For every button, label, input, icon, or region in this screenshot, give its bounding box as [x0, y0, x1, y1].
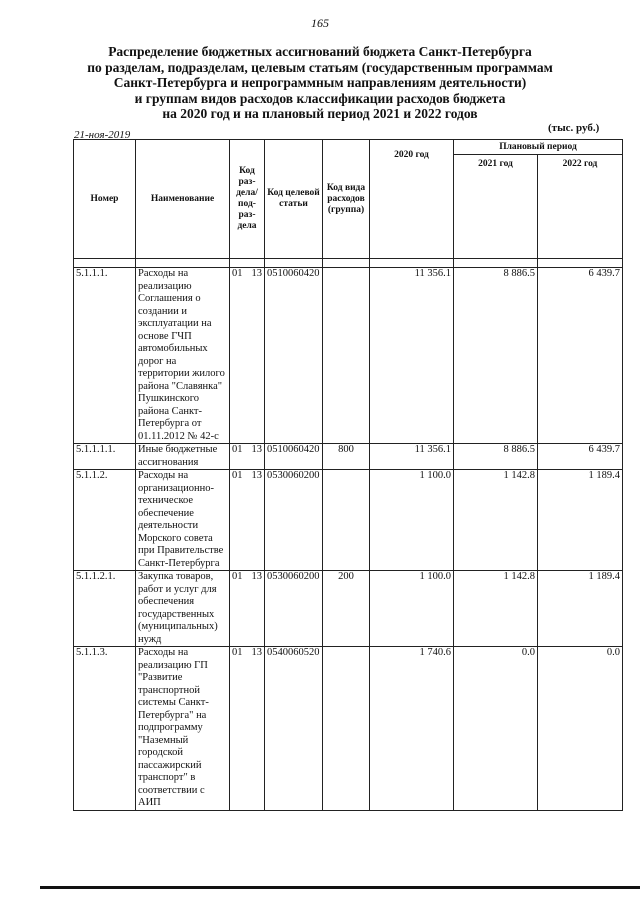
- budget-table: [73, 139, 623, 811]
- row-2020: 1 100.0: [370, 571, 454, 647]
- row-target: 0510060420: [265, 268, 323, 444]
- row-podrazdel: 13: [251, 647, 262, 658]
- row-name: Иные бюджетные ассигнования: [136, 444, 230, 470]
- header-name: Наименование: [136, 140, 230, 259]
- row-razdel: 01: [232, 268, 243, 279]
- row-podrazdel: 13: [251, 571, 262, 582]
- row-expense: 200: [323, 571, 370, 647]
- row-2022: 0.0: [538, 647, 623, 811]
- row-expense: 800: [323, 444, 370, 470]
- row-target: 0510060420: [265, 444, 323, 470]
- date-stamp: 21-ноя-2019: [74, 129, 131, 141]
- row-expense: [323, 268, 370, 444]
- document-title: [60, 44, 580, 122]
- row-2020: 1 740.6: [370, 647, 454, 811]
- footer-rule: [40, 886, 640, 889]
- row-podrazdel: 13: [251, 470, 262, 481]
- header-2022: 2022 год: [538, 155, 623, 259]
- row-2021: 8 886.5: [454, 268, 538, 444]
- row-2022: 6 439.7: [538, 444, 623, 470]
- row-name: Расходы на организационно-техническое обеспечение деятельности Морского совета при Правительстве Санкт-Петербурга: [136, 470, 230, 571]
- title-line: на 2020 год и на плановый период 2021 и 2022 годов: [162, 106, 478, 121]
- row-number: 5.1.1.2.: [74, 470, 136, 571]
- row-name: Расходы на реализацию ГП "Развитие транспортной системы Санкт-Петербурга" на подпрограмму "Наземный городской пассажирский транспорт" в соответствии с АИП: [136, 647, 230, 811]
- row-2022: 1 189.4: [538, 571, 623, 647]
- row-2020: 11 356.1: [370, 444, 454, 470]
- row-target: 0530060200: [265, 571, 323, 647]
- table-row: [74, 444, 623, 470]
- row-2021: 1 142.8: [454, 571, 538, 647]
- row-section: [230, 470, 265, 571]
- row-razdel: 01: [232, 647, 243, 658]
- header-2020: 2020 год: [370, 140, 454, 259]
- row-number: 5.1.1.3.: [74, 647, 136, 811]
- title-line: и группам видов расходов классификации расходов бюджета: [134, 90, 506, 106]
- row-section: [230, 444, 265, 470]
- row-target: 0540060520: [265, 647, 323, 811]
- row-2021: 0.0: [454, 647, 538, 811]
- row-2021: 8 886.5: [454, 444, 538, 470]
- title-line: Санкт-Петербурга и непрограммным направлениям деятельности): [113, 75, 527, 90]
- row-section: [230, 571, 265, 647]
- row-target: 0530060200: [265, 470, 323, 571]
- table-row: [74, 268, 623, 444]
- row-2020: 1 100.0: [370, 470, 454, 571]
- row-2020: 11 356.1: [370, 268, 454, 444]
- table-row: [74, 647, 623, 811]
- table-row: [74, 470, 623, 571]
- table-row: [74, 571, 623, 647]
- row-section: [230, 268, 265, 444]
- title-line: Распределение бюджетных ассигнований бюджета Санкт-Петербурга: [108, 44, 532, 59]
- row-2022: 1 189.4: [538, 470, 623, 571]
- header-target: Код целевой статьи: [265, 140, 323, 259]
- row-expense: [323, 647, 370, 811]
- row-podrazdel: 13: [251, 444, 262, 455]
- row-razdel: 01: [232, 571, 243, 582]
- row-number: 5.1.1.2.1.: [74, 571, 136, 647]
- row-razdel: 01: [232, 470, 243, 481]
- header-expense: Код вида расходов (группа): [323, 140, 370, 259]
- row-number: 5.1.1.1.1.: [74, 444, 136, 470]
- header-2021: 2021 год: [454, 155, 538, 259]
- row-name: Расходы на реализацию Соглашения о создании и эксплуатации на основе ГЧП автомобильных дорог на территории жилого района "Славянка" Пушкинского района Санкт-Петербурга от 01.11.2012 № 42-с: [136, 268, 230, 444]
- row-2022: 6 439.7: [538, 268, 623, 444]
- row-name: Закупка товаров, работ и услуг для обеспечения государственных (муниципальных) нужд: [136, 571, 230, 647]
- row-podrazdel: 13: [251, 268, 262, 279]
- units-label: (тыс. руб.): [548, 122, 600, 134]
- header-number: Номер: [74, 140, 136, 259]
- row-expense: [323, 470, 370, 571]
- page-number: 165: [311, 16, 329, 30]
- row-2021: 1 142.8: [454, 470, 538, 571]
- row-number: 5.1.1.1.: [74, 268, 136, 444]
- header-planned: Плановый период: [454, 140, 623, 155]
- row-razdel: 01: [232, 444, 243, 455]
- header-section: Код раз-дела/ под-раз-дела: [230, 140, 265, 259]
- row-section: [230, 647, 265, 811]
- title-line: по разделам, подразделам, целевым статьям (государственным программам: [87, 59, 553, 75]
